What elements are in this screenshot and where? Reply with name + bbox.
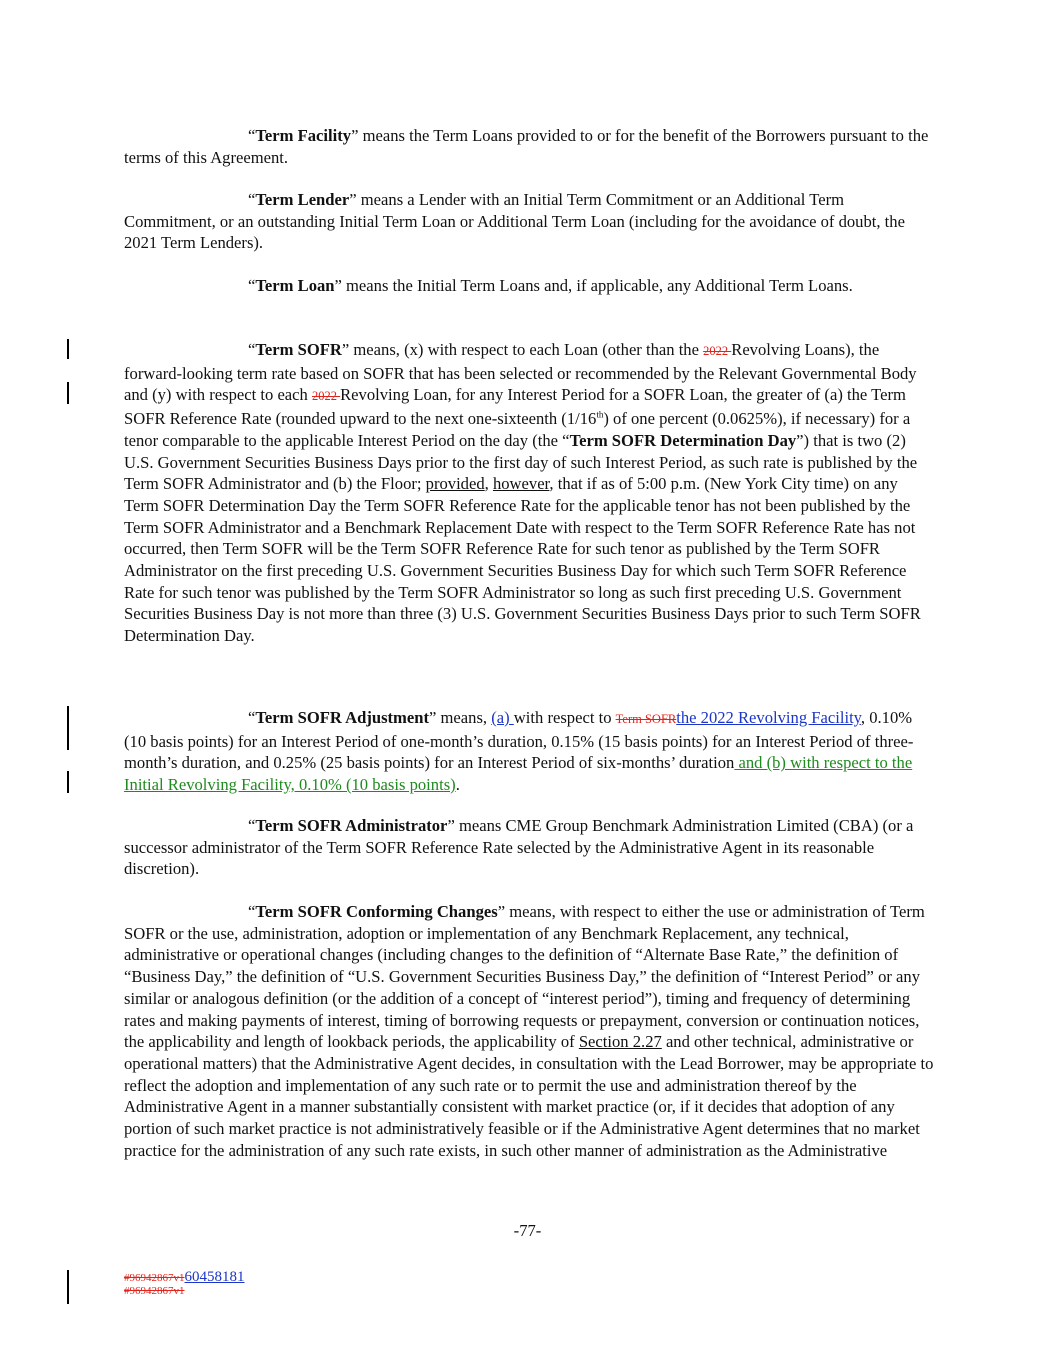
change-bar bbox=[67, 1270, 69, 1304]
inserted-text: the 2022 Revolving Facility bbox=[676, 708, 861, 727]
inserted-doc-id: 60458181 bbox=[184, 1269, 245, 1285]
deleted-text: 2022 bbox=[703, 344, 732, 358]
page-number: -77- bbox=[513, 1221, 542, 1240]
definition-term-sofr-adjustment: “Term SOFR Adjustment” means, (a) with respect to Term SOFRthe 2022 Revolving Facility, 0.10% (10 basis points) for an Interest Period of one-month’s duration, 0.15% (15 basis points) for an Interest Period of three-month’s duration, and 0.25% (25 basis points) for an Interest Period of six-months’ duration and (b) with respect to the Initial Revolving Facility, 0.10% (10 basis points). bbox=[124, 708, 914, 795]
definition-term-sofr-conforming-changes: “Term SOFR Conforming Changes” means, with respect to either the use or administration of Term SOFR or the use, administration, adoption or implementation of any Benchmark Replacement, any technical, administrative or operational changes (including changes to the definition of “Alternate Base Rate,” the definition of “Business Day,” the definition of “U.S. Government Securities Business Day,” the definition of “Interest Period” or any similar or analogous definition (or the addition of a concept of “interest period”), timing and frequency of determining rates and making payments of interest, timing of borrowing requests or prepayment, conversion or continuation notices, the applicability and length of lookback periods, the applicability of Section 2.27 and other technical, administrative or operational matters) that the Administrative Agent decides, in consultation with the Lead Borrower, may be appropriate to reflect the adoption and implementation of any such rate or to permit the use and administration thereof by the Administrative Agent in a manner substantially consistent with market practice (or, if it decides that adoption of any portion of such market practice is not administratively feasible or if the Administrative Agent determines that no market practice for the administration of any such rate exists, in such other manner of administration as the Administrative bbox=[124, 902, 934, 1160]
defined-term: Term SOFR Adjustment bbox=[255, 708, 430, 727]
change-bar bbox=[67, 706, 69, 750]
defined-term: Term Loan bbox=[255, 276, 335, 295]
defined-term: Term Facility bbox=[255, 126, 352, 145]
definition-term-lender: “Term Lender” means a Lender with an Initial Term Commitment or an Additional Term Commitment, or an outstanding Initial Term Loan or Additional Term Loan (including for the avoidance of doubt, the 2021 Term Lenders). bbox=[124, 190, 905, 253]
document-id bbox=[124, 1271, 245, 1298]
inserted-text: (a) bbox=[491, 708, 514, 727]
section-reference: Section 2.27 bbox=[578, 1032, 662, 1052]
definition-term-loan: “Term Loan” means the Initial Term Loans and, if applicable, any Additional Term Loans. bbox=[248, 276, 853, 295]
underlined-text: however bbox=[492, 474, 550, 494]
underlined-text: provided bbox=[425, 474, 485, 494]
definition-term-sofr: “Term SOFR” means, (x) with respect to each Loan (other than the 2022 Revolving Loans), the forward-looking term rate based on SOFR that has been selected or recommended by the Relevant Governmental Body and (y) with respect to each 2022 Revolving Loan, for any Interest Period for a SOFR Loan, the greater of (a) the Term SOFR Reference Rate (rounded upward to the next one-sixteenth (1/16th) of one percent (0.0625%), if necessary) for a tenor comparable to the applicable Interest Period on the day (the “Term SOFR Determination Day”) that is two (2) U.S. Government Securities Business Days prior to the first day of such Interest Period, as such rate is published by the Term SOFR Administrator and (b) the Floor; provided, however, that if as of 5:00 p.m. (New York City time) on any Term SOFR Determination Day the Term SOFR Reference Rate for the applicable tenor has not been published by the Term SOFR Administrator and a Benchmark Replacement Date with respect to the Term SOFR Reference Rate has not occurred, then Term SOFR will be the Term SOFR Reference Rate for such tenor as published by the Term SOFR Administrator on the first preceding U.S. Government Securities Business Day for which such Term SOFR Reference Rate for such tenor was published by the Term SOFR Administrator so long as such first preceding U.S. Government Securities Business Day is not more than three (3) U.S. Government Securities Business Days prior to such Term SOFR Determination Day. bbox=[124, 340, 921, 646]
change-bar bbox=[67, 339, 69, 359]
deleted-text: 2022 bbox=[311, 389, 341, 404]
defined-term: Term SOFR Determination Day bbox=[569, 430, 797, 450]
defined-term: Term SOFR Administrator bbox=[255, 816, 448, 835]
defined-term: Term Lender bbox=[255, 190, 350, 209]
deleted-doc-id: #96942867v1 bbox=[124, 1285, 185, 1297]
definition-term-facility: “Term Facility” means the Term Loans provided to or for the benefit of the Borrowers pursuant to the terms of this Agreement. bbox=[124, 126, 929, 167]
change-bar bbox=[67, 382, 69, 404]
deleted-text: Term SOFR bbox=[615, 712, 677, 726]
defined-term: Term SOFR bbox=[255, 340, 342, 359]
definition-term-sofr-administrator: “Term SOFR Administrator” means CME Group Benchmark Administration Limited (CBA) (or a successor administrator of the Term SOFR Reference Rate selected by the Administrative Agent in its reasonable discretion). bbox=[124, 816, 914, 879]
defined-term: Term SOFR Conforming Changes bbox=[255, 902, 498, 921]
moved-text: and (b) with respect to the Initial Revolving Facility, 0.10% (10 basis points) bbox=[124, 753, 913, 795]
deleted-doc-id: #96942867v1 bbox=[124, 1272, 185, 1284]
change-bar bbox=[67, 771, 69, 793]
